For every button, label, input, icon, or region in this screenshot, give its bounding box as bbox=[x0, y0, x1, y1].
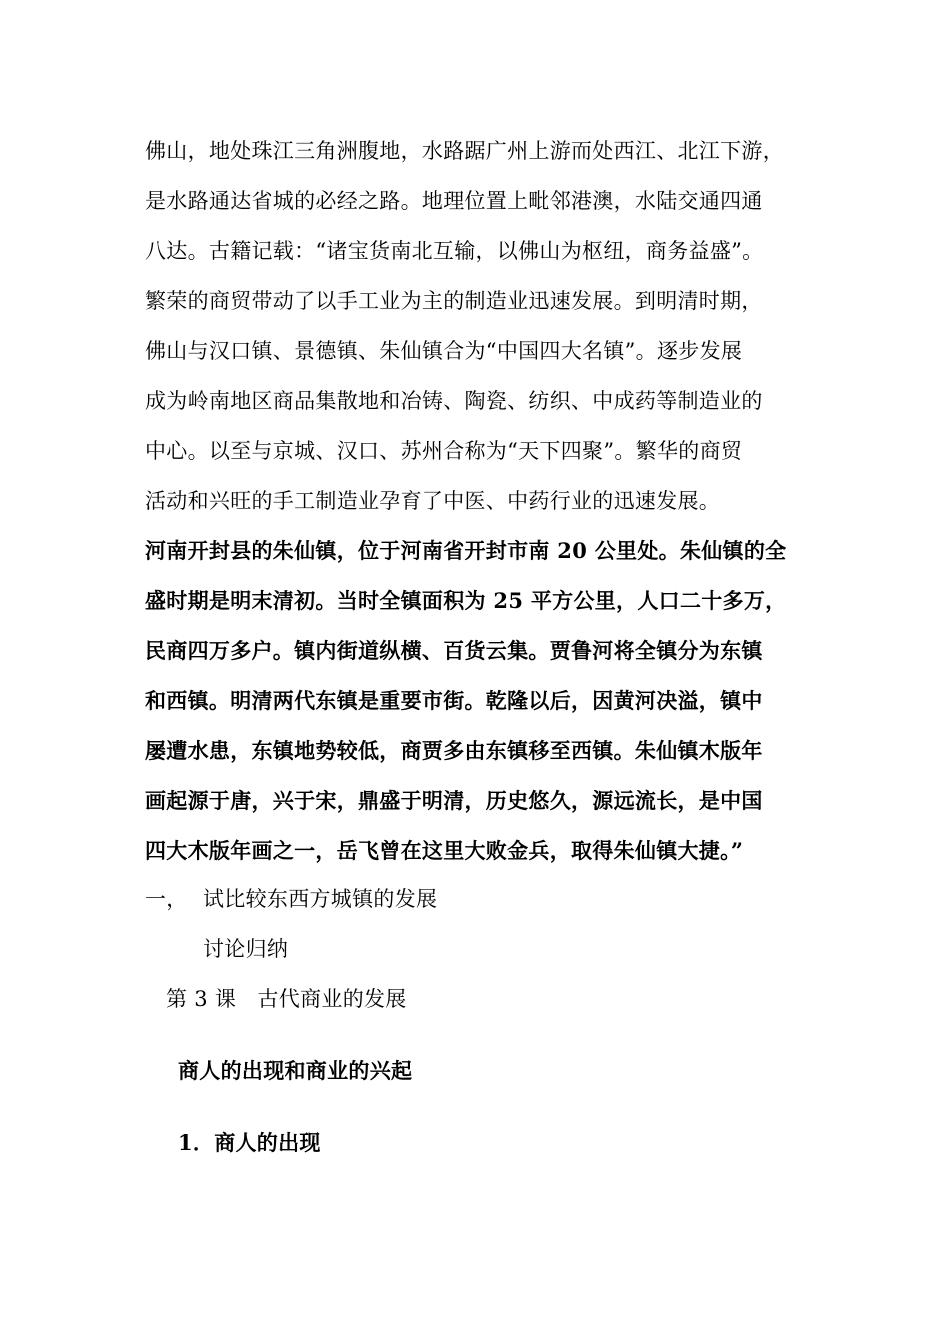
paragraph2-line: 民商四万多户。镇内街道纵横、百货云集。贾鲁河将全镇分为东镇 bbox=[145, 638, 763, 663]
paragraph1-line: 中心。以至与京城、汉口、苏州合称为“天下四聚”。繁华的商贸 bbox=[145, 439, 743, 463]
question-line bbox=[145, 886, 437, 912]
paragraph1-line: 是水路通达省城的必经之路。地理位置上毗邻港澳，水陆交通四通 bbox=[145, 189, 763, 213]
paragraph2-line: 盛时期是明末清初。当时全镇面积为 25 平方公里，人口二十多万， bbox=[145, 588, 787, 613]
question-number: 一， bbox=[145, 887, 188, 911]
paragraph1-line: 八达。古籍记载：“诸宝货南北互输，以佛山为枢纽，商务益盛”。 bbox=[145, 239, 764, 263]
lesson-title: 第 3 课 古代商业的发展 bbox=[166, 987, 407, 1011]
section-heading: 商人的出现和商业的兴起 bbox=[178, 1058, 413, 1083]
subsection-heading: 1．商人的出现 bbox=[178, 1130, 321, 1155]
paragraph1-line: 活动和兴旺的手工制造业孕育了中医、中药行业的迅速发展。 bbox=[145, 489, 721, 513]
paragraph1-line: 繁荣的商贸带动了以手工业为主的制造业迅速发展。到明清时期， bbox=[145, 289, 763, 313]
paragraph2-line: 和西镇。明清两代东镇是重要市街。乾隆以后，因黄河决溢，镇中 bbox=[145, 688, 763, 713]
paragraph2-line: 画起源于唐，兴于宋，鼎盛于明清，历史悠久，源远流长，是中国 bbox=[145, 788, 763, 813]
discussion-label: 讨论归纳 bbox=[203, 937, 289, 961]
paragraph1-line: 成为岭南地区商品集散地和冶铸、陶瓷、纺织、中成药等制造业的 bbox=[145, 389, 763, 413]
paragraph2-line: 河南开封县的朱仙镇，位于河南省开封市南 20 公里处。朱仙镇的全 bbox=[145, 538, 787, 563]
paragraph2-line: 四大木版年画之一，岳飞曾在这里大败金兵，取得朱仙镇大捷。” bbox=[145, 838, 744, 863]
paragraph1-line: 佛山与汉口镇、景德镇、朱仙镇合为“中国四大名镇”。逐步发展 bbox=[145, 339, 743, 363]
paragraph2-line: 屡遭水患，东镇地势较低，商贾多由东镇移至西镇。朱仙镇木版年 bbox=[145, 738, 763, 763]
question-text: 试比较东西方城镇的发展 bbox=[203, 887, 438, 911]
paragraph1-line: 佛山，地处珠江三角洲腹地，水路踞广州上游而处西江、北江下游， bbox=[145, 139, 784, 163]
